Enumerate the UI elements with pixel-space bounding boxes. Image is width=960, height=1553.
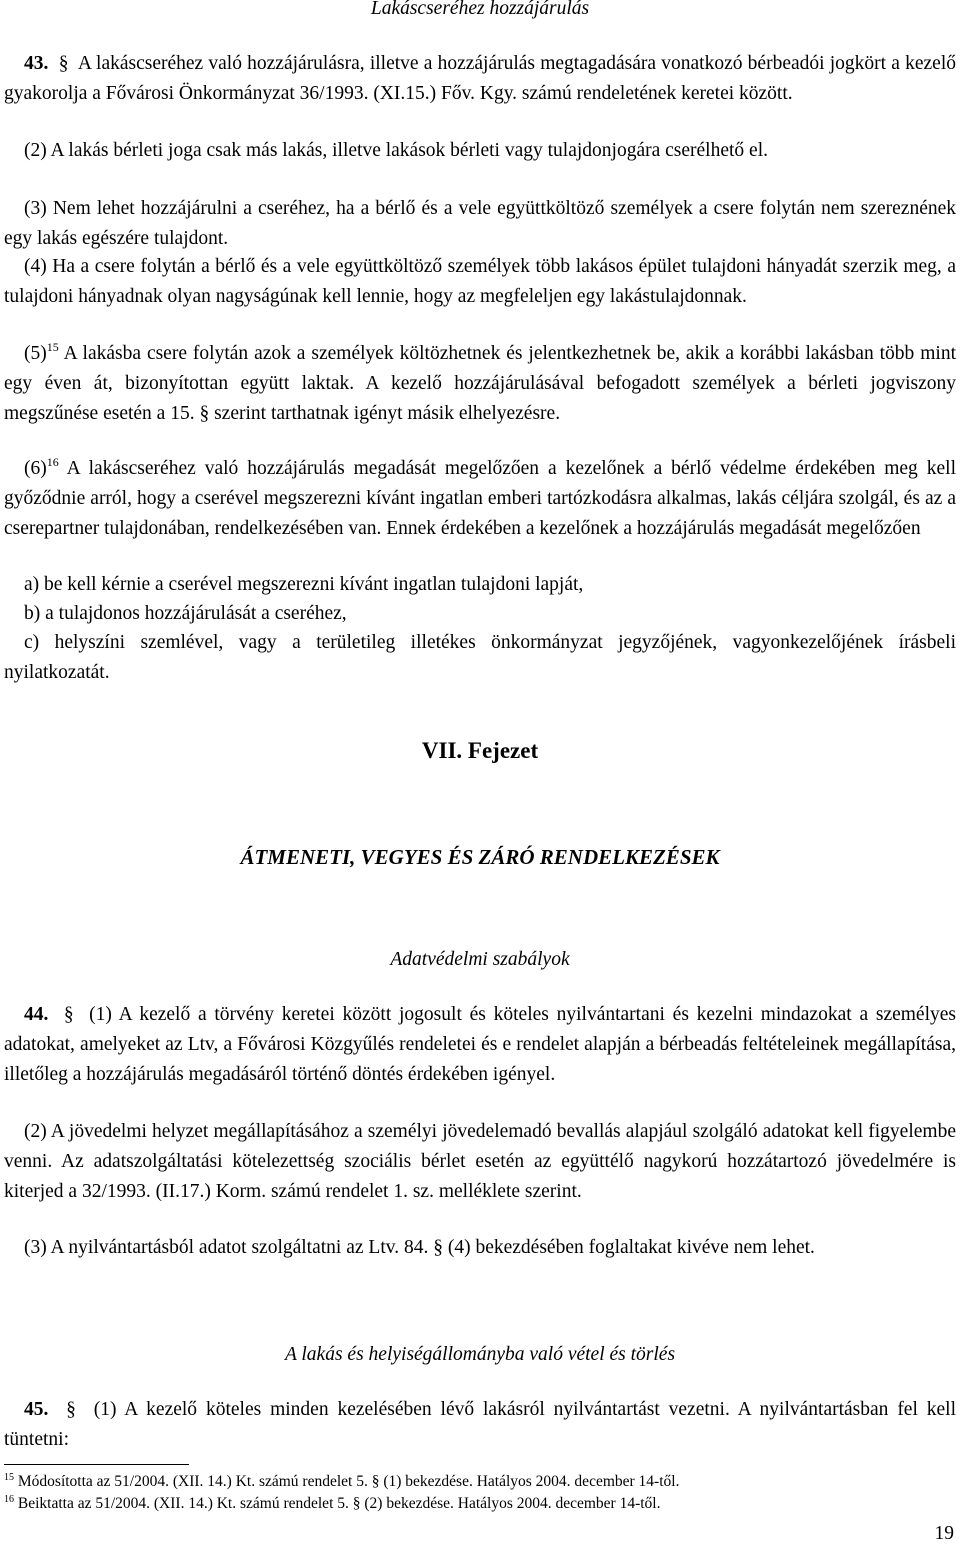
section-symbol: § (58, 53, 69, 74)
section-43-paragraph-5 (4, 339, 956, 429)
paragraph-text: A lakáscseréhez való hozzájárulásra, illetve a hozzájárulás megtagadására vonatkozó bérbeadói jogkört a kezelő gyakorolja a Fővárosi Önkormányzat 36/1993. (XI.15.) Főv. Kgy. számú rendeletének keretei között. (4, 53, 956, 104)
footnote-number: 16 (4, 1494, 14, 1505)
section-43-paragraph-1 (4, 49, 956, 109)
footnote-15 (4, 1471, 956, 1493)
subheading-housing-stock: A lakás és helyiségállományba való vétel és törlés (284, 1344, 676, 1365)
section-symbol: § (433, 1237, 443, 1258)
section-43-paragraph-2: (2) A lakás bérleti joga csak más lakás, illetve lakások bérleti vagy tulajdonjogára cserélhető el. (24, 140, 768, 161)
section-symbol: § (63, 1004, 74, 1025)
paragraph-label: (5) (24, 343, 47, 364)
page-number: 19 (934, 1523, 954, 1544)
section-symbol: § (66, 1399, 76, 1420)
list-item-a: a) be kell kérnie a cserével megszerezni kívánt ingatlan tulajdoni lapját, (24, 574, 584, 595)
paragraph-text: A lakásba csere folytán azok a személyek költözhetnek és jelentkezhetnek be, akik a korábbi lakásban több mint egy éven át, bizonyítottan együtt laktak. A kezelő hozzájárulásával befogadott személyek a bérleti jogviszony megszűnése esetén a 15. (4, 343, 956, 424)
section-number: 45. (24, 1399, 49, 1420)
footnote-number: 15 (4, 1472, 14, 1483)
section-45-paragraph-1 (4, 1395, 956, 1455)
section-44-paragraph-2: (2) A jövedelmi helyzet megállapításához a személyi jövedelemadó bevallás alapjául szolgáló adatokat kell figyelembe venni. Az adatszolgáltatási kötelezettség szociális bérlet esetén az együttélő nagykorú hozzátartozó jövedelmére is kiterjed a 32/1993. (II.17.) Korm. számú rendelet 1. sz. melléklete szerint. (4, 1121, 956, 1202)
chapter-number: VII. Fejezet (421, 738, 539, 763)
subheading-data-protection: Adatvédelmi szabályok (390, 949, 570, 970)
paragraph-text-cont: szerint tarthatnak igényt másik elhelyezésre. (214, 403, 561, 424)
footnote-text: Módosította az 51/2004. (XII. 14.) Kt. számú rendelet 5. § (1) bekezdése. Hatályos 2004. december 14-től. (17, 1473, 680, 1490)
list-item-c: c) helyszíni szemlével, vagy a területileg illetékes önkormányzat jegyzőjének, vagyonkezelőjének írásbeli nyilatkozatát. (4, 632, 956, 683)
section-43-paragraph-4: (4) Ha a csere folytán a bérlő és a vele együttköltöző személyek több lakásos épület tulajdoni hányadát szerzik meg, a tulajdoni hányadnak olyan nagyságúnak kell lennie, hogy az megfeleljen egy lakástulajdonnak. (4, 256, 956, 307)
footnote-ref-16: 16 (46, 455, 59, 469)
section-title: Lakáscseréhez hozzájárulás (370, 0, 590, 19)
paragraph-label: (6) (24, 458, 47, 479)
section-43-paragraph-3: (3) Nem lehet hozzájárulni a cseréhez, ha a bérlő és a vele együttköltöző személyek a csere folytán nem szereznének egy lakás egészére tulajdont. (4, 198, 956, 249)
section-44-paragraph-3 (4, 1233, 956, 1263)
footnote-ref-15: 15 (46, 340, 59, 354)
paragraph-text: A lakáscseréhez való hozzájárulás megadását megelőzően a kezelőnek a bérlő védelme érdekében meg kell győződnie arról, hogy a cserével megszerezni kívánt ingatlan emberi tartózkodásra alkalmas, lakás céljára szolgál, és az a cserepartner tulajdonában, rendelkezésében van. Ennek érdekében a kezelőnek a hozzájárulás megadását megelőzően (4, 458, 956, 539)
paragraph-text: (3) A nyilvántartásból adatot szolgáltatni az Ltv. 84. (24, 1237, 429, 1258)
paragraph-text-cont: (4) bekezdésében foglaltakat kivéve nem lehet. (447, 1237, 815, 1258)
footnote-16 (4, 1493, 956, 1515)
footnote-text: Beiktatta az 51/2004. (XII. 14.) Kt. számú rendelet 5. § (2) bekezdése. Hatályos 2004. december 14-től. (17, 1495, 661, 1512)
section-number: 43. (24, 53, 49, 74)
paragraph-text: (1) A kezelő köteles minden kezelésében lévő lakásról nyilvántartást vezetni. A nyilvántartásban fel kell tüntetni: (4, 1399, 957, 1450)
section-number: 44. (24, 1004, 49, 1025)
section-43-paragraph-6 (4, 454, 956, 544)
section-44-paragraph-1 (4, 1000, 956, 1090)
paragraph-text: (1) A kezelő a törvény keretei között jogosult és köteles nyilvántartani és kezelni mindazokat a személyes adatokat, amelyeket az Ltv, a Fővárosi Közgyűlés rendeletei és e rendelet alapján a bérbeadás feltételeinek megállapítása, illetőleg a hozzájárulás megadásáról történő döntés érdekében igényel. (4, 1004, 956, 1085)
chapter-title: ÁTMENETI, VEGYES ÉS ZÁRÓ RENDELKEZÉSEK (240, 845, 720, 869)
footnote-divider (4, 1464, 189, 1465)
list-item-b: b) a tulajdonos hozzájárulását a cseréhez, (24, 603, 347, 624)
section-symbol: § (199, 403, 210, 424)
